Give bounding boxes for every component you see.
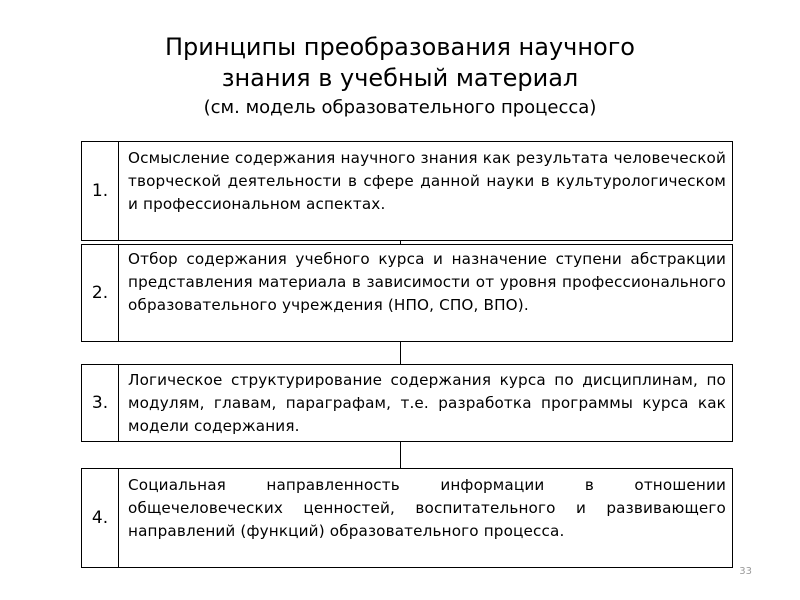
step-text-2: Отбор содержания учебного курса и назначение ступени абстракции представления материала в зависимости от уровня профессионального образовательного учреждения (НПО, СПО, ВПО).	[128, 250, 726, 314]
step-divider-2	[118, 245, 119, 341]
slide-subtitle: (см. модель образовательного процесса)	[203, 97, 597, 118]
step-number-3: 3.	[91, 393, 109, 413]
step-divider-1	[118, 142, 119, 240]
step-box-2	[81, 244, 733, 342]
step-box-3	[81, 364, 733, 442]
step-number-1: 1.	[91, 181, 109, 201]
step-box-4	[81, 468, 733, 568]
step-text-4: Социальная направленность информации в отношении общечеловеческих ценностей, воспитательного и развивающего направлений (функций) образовательного процесса.	[128, 476, 726, 540]
step-divider-3	[118, 365, 119, 441]
step-divider-4	[118, 469, 119, 567]
step-number-2: 2.	[91, 283, 109, 303]
step-text-1: Осмысление содержания научного знания как результата человеческой творческой деятельности в сфере данной науки в культурологическом и профессиональном аспектах.	[128, 149, 726, 213]
slide-title-line-1: Принципы преобразования научного	[165, 33, 635, 61]
step-text-3: Логическое структурирование содержания курса по дисциплинам, по модулям, главам, параграфам, т.е. разработка программы курса как модели содержания.	[128, 371, 726, 435]
step-box-1	[81, 141, 733, 241]
step-number-4: 4.	[91, 508, 109, 528]
slide-title-line-2: знания в учебный материал	[221, 64, 579, 92]
page-number: 33	[739, 566, 752, 577]
connector-line-3-4	[400, 442, 401, 468]
connector-line-2-3	[400, 342, 401, 364]
